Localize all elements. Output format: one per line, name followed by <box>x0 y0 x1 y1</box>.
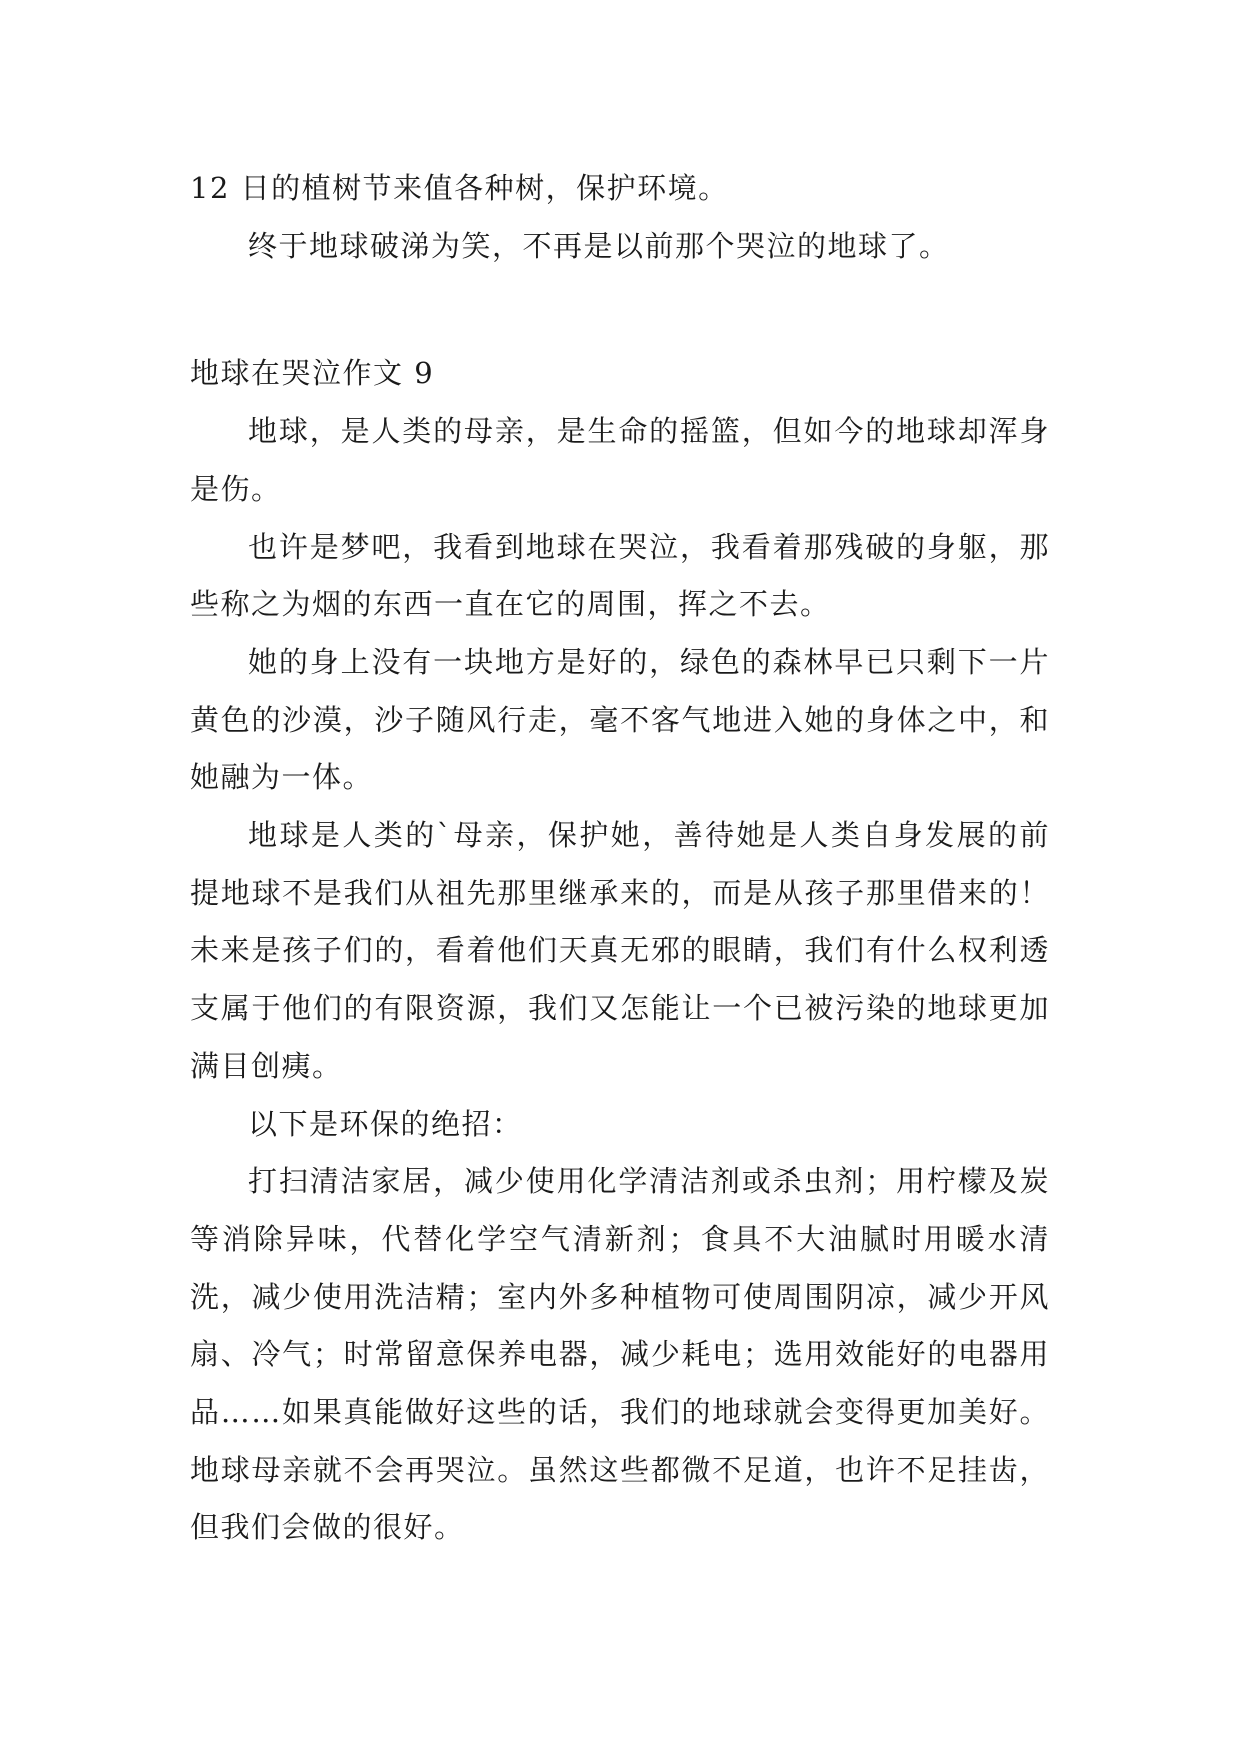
paragraph: 地球，是人类的母亲，是生命的摇篮，但如今的地球却浑身是伤。 <box>190 414 1050 506</box>
section-gap <box>190 275 1050 345</box>
paragraph: 以下是环保的绝招： <box>248 1106 523 1141</box>
document-body <box>190 160 1050 1557</box>
continued-paragraph: 12 日的植树节来值各种树，保护环境。 <box>190 171 729 205</box>
section-heading: 地球在哭泣作文 9 <box>190 356 435 391</box>
paragraph-ending: 终于地球破涕为笑，不再是以前那个哭泣的地球了。 <box>248 228 950 263</box>
paragraph: 她的身上没有一块地方是好的，绿色的森林早已只剩下一片黄色的沙漠，沙子随风行走，毫不客气地进入她的身体之中，和她融为一体。 <box>190 644 1050 795</box>
paragraph: 地球是人类的`母亲，保护她，善待她是人类自身发展的前提地球不是我们从祖先那里继承来的，而是从孩子那里借来的！未来是孩子们的，看着他们天真无邪的眼睛，我们有什么权利透支属于他们的有限资源，我们又怎能让一个已被污染的地球更加满目创痍。 <box>190 818 1050 1083</box>
paragraph: 也许是梦吧，我看到地球在哭泣，我看着那残破的身躯，那些称之为烟的东西一直在它的周围，挥之不去。 <box>190 529 1050 622</box>
paragraph: 打扫清洁家居，减少使用化学清洁剂或杀虫剂；用柠檬及炭等消除异味，代替化学空气清新剂；食具不大油腻时用暖水清洗，减少使用洗洁精；室内外多种植物可使周围阴凉，减少开风扇、冷气；时常留意保养电器，减少耗电；选用效能好的电器用品……如果真能做好这些的话，我们的地球就会变得更加美好。地球母亲就不会再哭泣。虽然这些都微不足道，也许不足挂齿，但我们会做的很好。 <box>190 1164 1050 1545</box>
